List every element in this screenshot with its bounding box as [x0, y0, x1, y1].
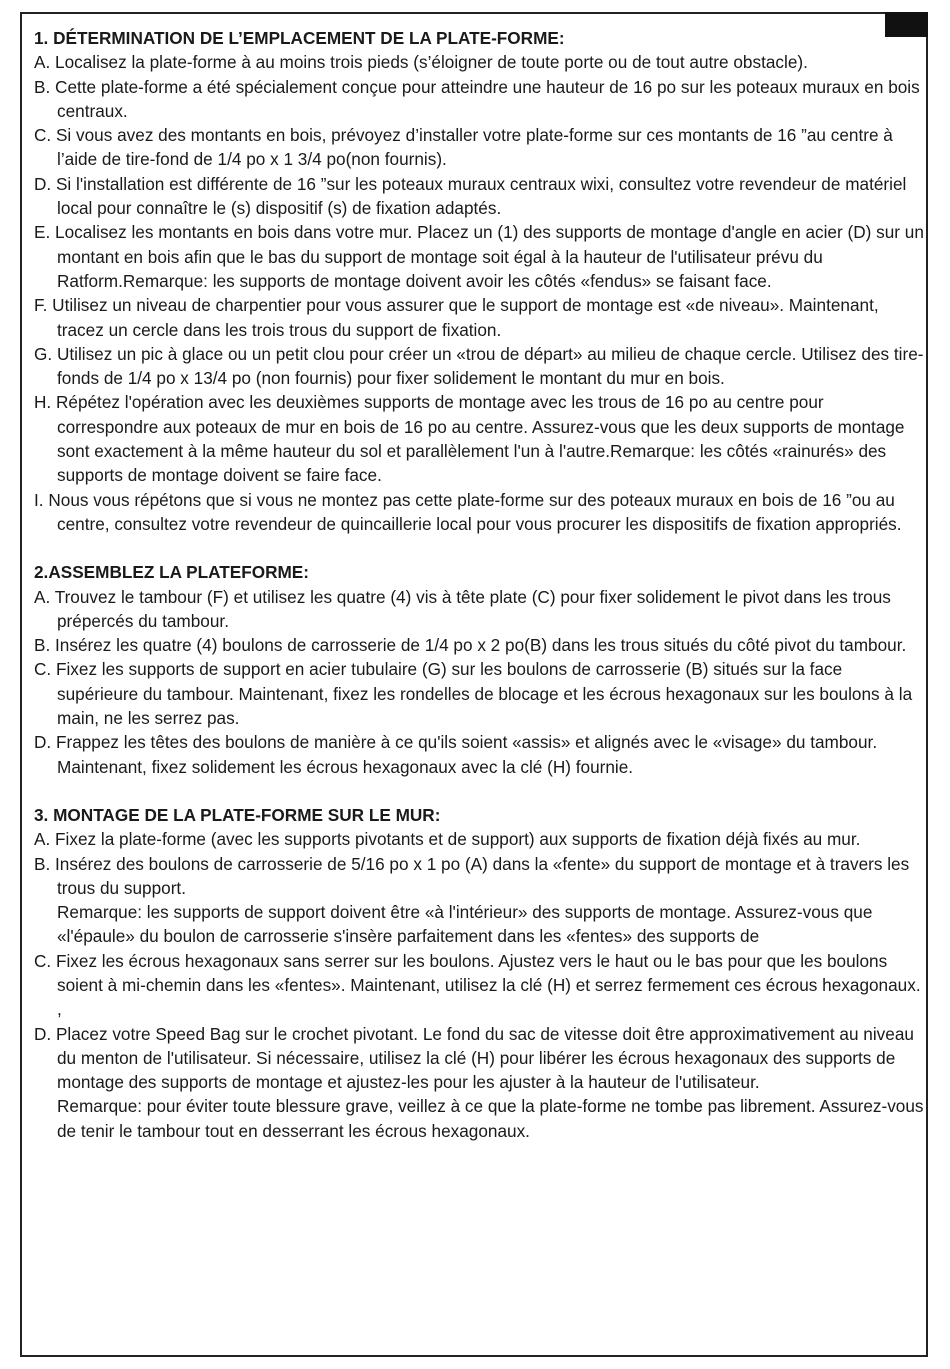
item-letter: A.	[34, 52, 51, 73]
item-letter: B.	[34, 635, 51, 656]
instruction-item	[34, 75, 924, 124]
item-letter: C.	[34, 659, 52, 680]
instruction-item	[34, 852, 924, 901]
item-text: Fixez la plate-forme (avec les supports pivotants et de support) aux supports de fixation déjà fixés au mur.	[55, 829, 861, 850]
item-text: Utilisez un pic à glace ou un petit clou pour créer un «trou de départ» au milieu de chaque cercle. Utilisez des tire-fonds de 1/4 po x 13/4 po (non fournis) pour fixer solidement le montant du mur en bois.	[56, 343, 924, 389]
item-letter: A.	[34, 586, 51, 607]
instruction-item	[34, 730, 924, 779]
item-letter: C.	[34, 125, 52, 146]
item-letter: D.	[34, 1023, 52, 1044]
item-text: Insérez des boulons de carrosserie de 5/16 po x 1 po (A) dans la «fente» du support de montage et à travers les trous du support.	[55, 853, 910, 898]
item-letter: C.	[34, 950, 52, 971]
item-letter: B.	[34, 853, 51, 874]
instruction-item	[34, 488, 924, 537]
item-text: Utilisez un niveau de charpentier pour vous assurer que le support de montage est «de niveau». Maintenant, tracez un cercle dans les trois trous du support de fixation.	[52, 295, 879, 340]
item-text: Si l'installation est différente de 16 ”sur les poteaux muraux centraux wixi, consultez votre revendeur de matériel local pour connaître le (s) dispositif (s) de fixation adaptés.	[55, 173, 907, 219]
item-text: Répétez l'opération avec les deuxièmes supports de montage avec les trous de 16 po au centre pour correspondre aux poteaux de mur en bois de 16 po au centre. Assurez-vous que les deux supports de montage sont exactement à la même hauteur du sol et parallèlement l'un à l'autre.Remarque: les côtés «rainurés» des supports de montage doivent se faire face.	[55, 392, 905, 486]
item-letter: B.	[34, 76, 51, 97]
section-heading: 2.ASSEMBLEZ LA PLATEFORME:	[34, 562, 309, 583]
item-text: Placez votre Speed Bag sur le crochet pivotant. Le fond du sac de vitesse doit être approximativement au niveau du menton de l'utilisateur. Si nécessaire, utilisez la clé (H) pour libérer les écrous hexagonaux des supports de montage des supports de montage et ajustez-les pour les ajuster à la hauteur de l'utilisateur.	[55, 1023, 914, 1093]
item-text: Frappez les têtes des boulons de manière à ce qu'ils soient «assis» et alignés avec le «visage» du tambour. Maintenant, fixez solidement les écrous hexagonaux avec la clé (H) fournie.	[55, 732, 878, 777]
item-text: Fixez les écrous hexagonaux sans serrer sur les boulons. Ajustez vers le haut ou le bas pour que les boulons soient à mi-chemin dans les «fentes». Maintenant, utilisez la clé (H) et serrez fermement ces écrous hexagonaux. ,	[55, 950, 921, 1020]
section-3	[34, 803, 924, 1143]
instruction-item	[34, 827, 924, 851]
instruction-item	[34, 390, 924, 487]
instruction-item	[34, 1022, 924, 1095]
item-text: Fixez les supports de support en acier tubulaire (G) sur les boulons de carrosserie (B) situés sur la face supérieure du tambour. Maintenant, fixez les rondelles de blocage et les écrous hexagonaux sur les boulons à la main, ne les serrez pas.	[55, 659, 913, 729]
item-letter: E.	[34, 222, 51, 243]
instruction-item	[34, 633, 924, 657]
instruction-item	[34, 293, 924, 342]
item-text: Nous vous répétons que si vous ne montez pas cette plate-forme sur des poteaux muraux en bois de 16 ”ou au centre, consultez votre revendeur de quincaillerie local pour vous procurer les dispositifs de fixation appropriés.	[48, 489, 902, 534]
section-1	[34, 26, 924, 536]
instructions-content	[34, 26, 924, 1167]
item-text: Trouvez le tambour (F) et utilisez les quatre (4) vis à tête plate (C) pour fixer solidement le pivot dans les trous prépercés du tambour.	[54, 586, 891, 631]
item-note: Remarque: les supports de support doivent être «à l'intérieur» des supports de montage. Assurez-vous que «l'épaule» du boulon de carrosserie s'insère parfaitement dans les «fentes» des supports de	[57, 902, 873, 947]
item-note: Remarque: pour éviter toute blessure grave, veillez à ce que la plate-forme ne tombe pas librement. Assurez-vous de tenir le tambour tout en desserrant les écrous hexagonaux.	[57, 1096, 924, 1141]
item-text: Si vous avez des montants en bois, prévoyez d’installer votre plate-forme sur ces montants de 16 ”au centre à l’aide de tire-fond de 1/4 po x 1 3/4 po(non fournis).	[55, 125, 893, 170]
item-letter: G.	[34, 343, 53, 364]
section-2	[34, 560, 924, 779]
item-text: Cette plate-forme a été spécialement conçue pour atteindre une hauteur de 16 po sur les poteaux muraux en bois centraux.	[55, 76, 920, 121]
item-text: Localisez les montants en bois dans votre mur. Placez un (1) des supports de montage d'angle en acier (D) sur un montant en bois afin que le bas du support de montage soit égal à la hauteur de l'utilisateur prévu du Ratform.Remarque: les supports de montage doivent avoir les côtés «fendus» se faisant face.	[55, 222, 924, 291]
item-text: Insérez les quatre (4) boulons de carrosserie de 1/4 po x 2 po(B) dans les trous situés du côté pivot du tambour.	[55, 635, 907, 656]
instruction-item	[34, 657, 924, 730]
item-letter: A.	[34, 829, 51, 850]
instruction-item	[34, 949, 924, 1022]
instruction-item	[34, 172, 924, 221]
item-letter: D.	[34, 173, 52, 194]
item-letter: I.	[34, 489, 44, 510]
item-letter: F.	[34, 295, 48, 316]
item-letter: H.	[34, 392, 52, 413]
instruction-item	[34, 50, 924, 74]
section-heading: 3. MONTAGE DE LA PLATE-FORME SUR LE MUR:	[34, 804, 441, 825]
item-text: Localisez la plate-forme à au moins trois pieds (s’éloigner de toute porte ou de tout autre obstacle).	[55, 52, 808, 73]
instruction-item	[34, 220, 924, 293]
item-letter: D.	[34, 732, 52, 753]
section-heading: 1. DÉTERMINATION DE L’EMPLACEMENT DE LA PLATE-FORME:	[34, 28, 565, 48]
instruction-item	[34, 585, 924, 634]
instruction-item	[34, 123, 924, 172]
instruction-item	[34, 342, 924, 391]
